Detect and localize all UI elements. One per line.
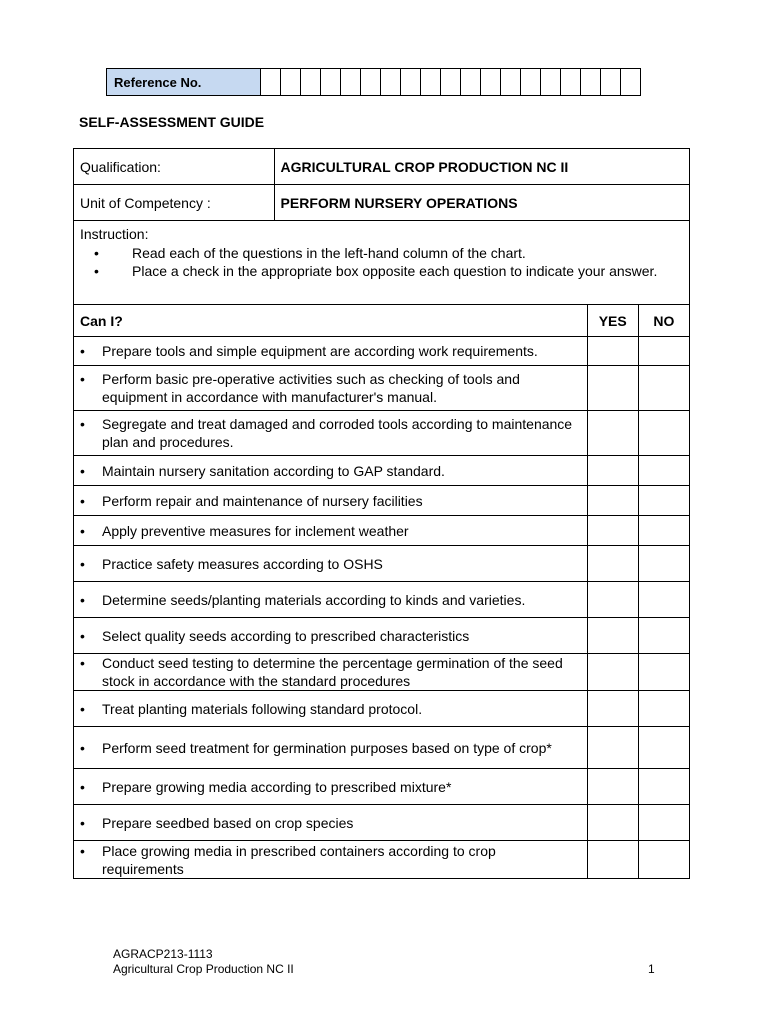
question-row	[74, 805, 690, 841]
instruction-list	[80, 244, 683, 280]
question-row	[74, 727, 690, 769]
bullet-icon: •	[80, 778, 85, 795]
yes-checkbox-cell[interactable]	[587, 582, 638, 618]
no-checkbox-cell[interactable]	[638, 456, 689, 486]
question-text: Maintain nursery sanitation according to GAP standard.	[102, 462, 445, 479]
bullet-icon: •	[80, 343, 85, 359]
reference-digit-box[interactable]	[521, 69, 541, 96]
instruction-cell	[74, 221, 690, 305]
question-row	[74, 654, 690, 691]
table-header-row	[74, 305, 690, 337]
question-row	[74, 411, 690, 456]
reference-digit-box[interactable]	[381, 69, 401, 96]
question-cell	[74, 841, 588, 879]
footer-course: Agricultural Crop Production NC II	[113, 962, 294, 976]
yes-checkbox-cell[interactable]	[587, 516, 638, 546]
bullet-icon: •	[80, 842, 85, 859]
question-row	[74, 841, 690, 879]
bullet-icon: •	[80, 522, 85, 539]
yes-checkbox-cell[interactable]	[587, 654, 638, 691]
reference-digit-box[interactable]	[261, 69, 281, 96]
reference-digit-box[interactable]	[621, 69, 641, 96]
reference-label: Reference No.	[107, 69, 261, 96]
qualification-row	[74, 149, 690, 185]
assessment-table	[73, 148, 690, 879]
yes-checkbox-cell[interactable]	[587, 337, 638, 366]
page-number: 1	[648, 962, 655, 976]
no-checkbox-cell[interactable]	[638, 841, 689, 879]
question-text: Prepare growing media according to prescribed mixture*	[102, 778, 452, 795]
no-checkbox-cell[interactable]	[638, 582, 689, 618]
no-checkbox-cell[interactable]	[638, 486, 689, 516]
reference-digit-box[interactable]	[481, 69, 501, 96]
footer-code: AGRACP213-1113	[113, 947, 213, 961]
question-row	[74, 582, 690, 618]
question-cell	[74, 691, 588, 727]
question-row	[74, 366, 690, 411]
bullet-icon: •	[80, 555, 85, 572]
question-cell	[74, 516, 588, 546]
bullet-icon: •	[80, 371, 85, 387]
bullet-icon: •	[80, 591, 85, 608]
question-cell	[74, 456, 588, 486]
qualification-value: AGRICULTURAL CROP PRODUCTION NC II	[274, 149, 689, 185]
question-cell	[74, 337, 588, 366]
can-i-header: Can I?	[74, 305, 588, 337]
no-checkbox-cell[interactable]	[638, 654, 689, 691]
yes-checkbox-cell[interactable]	[587, 727, 638, 769]
question-cell	[74, 618, 588, 654]
question-cell	[74, 411, 588, 456]
yes-checkbox-cell[interactable]	[587, 456, 638, 486]
reference-digit-box[interactable]	[541, 69, 561, 96]
reference-digit-box[interactable]	[301, 69, 321, 96]
no-checkbox-cell[interactable]	[638, 618, 689, 654]
question-text: Segregate and treat damaged and corroded tools according to maintenance plan and procedures.	[102, 416, 573, 450]
question-text: Place growing media in prescribed containers according to crop requirements	[102, 842, 496, 877]
reference-digit-box[interactable]	[501, 69, 521, 96]
page-title: SELF-ASSESSMENT GUIDE	[79, 114, 265, 130]
reference-digit-box[interactable]	[361, 69, 381, 96]
yes-checkbox-cell[interactable]	[587, 618, 638, 654]
yes-checkbox-cell[interactable]	[587, 486, 638, 516]
question-text: Practice safety measures according to OSHS	[102, 555, 383, 572]
question-text: Treat planting materials following standard protocol.	[102, 700, 423, 717]
no-checkbox-cell[interactable]	[638, 516, 689, 546]
reference-digit-box[interactable]	[401, 69, 421, 96]
question-cell	[74, 727, 588, 769]
bullet-icon: •	[94, 263, 99, 279]
instruction-item: • Read each of the questions in the left-hand column of the chart.	[80, 244, 683, 262]
question-cell	[74, 546, 588, 582]
question-cell	[74, 805, 588, 841]
bullet-icon: •	[80, 627, 85, 644]
yes-checkbox-cell[interactable]	[587, 805, 638, 841]
reference-digit-box[interactable]	[601, 69, 621, 96]
question-row	[74, 769, 690, 805]
footer	[113, 947, 294, 977]
no-checkbox-cell[interactable]	[638, 727, 689, 769]
question-row	[74, 516, 690, 546]
instruction-row	[74, 221, 690, 305]
question-text: Perform seed treatment for germination purposes based on type of crop*	[102, 739, 552, 756]
question-row	[74, 546, 690, 582]
reference-digit-box[interactable]	[461, 69, 481, 96]
no-checkbox-cell[interactable]	[638, 546, 689, 582]
question-row	[74, 691, 690, 727]
question-cell	[74, 582, 588, 618]
question-text: Prepare tools and simple equipment are according work requirements.	[102, 343, 538, 359]
question-cell	[74, 366, 588, 411]
question-text: Apply preventive measures for inclement weather	[102, 522, 409, 539]
bullet-icon: •	[94, 245, 99, 261]
reference-digit-box[interactable]	[281, 69, 301, 96]
yes-checkbox-cell[interactable]	[587, 691, 638, 727]
bullet-icon: •	[80, 492, 85, 509]
question-row	[74, 337, 690, 366]
question-row	[74, 486, 690, 516]
question-text: Perform basic pre-operative activities such as checking of tools and equipment in accordance with manufacturer's manual.	[102, 371, 520, 405]
no-checkbox-cell[interactable]	[638, 805, 689, 841]
question-row	[74, 618, 690, 654]
yes-checkbox-cell[interactable]	[587, 546, 638, 582]
yes-header: YES	[587, 305, 638, 337]
yes-checkbox-cell[interactable]	[587, 841, 638, 879]
qualification-label: Qualification:	[74, 149, 275, 185]
bullet-icon: •	[80, 416, 85, 432]
reference-number-table	[106, 68, 641, 96]
no-checkbox-cell[interactable]	[638, 691, 689, 727]
question-text: Conduct seed testing to determine the percentage germination of the seed stock in accordance with the standard procedures	[102, 655, 563, 689]
no-header: NO	[638, 305, 689, 337]
no-checkbox-cell[interactable]	[638, 337, 689, 366]
unit-label: Unit of Competency :	[74, 185, 275, 221]
reference-digit-box[interactable]	[561, 69, 581, 96]
bullet-icon: •	[80, 655, 85, 671]
question-cell	[74, 769, 588, 805]
question-text: Determine seeds/planting materials according to kinds and varieties.	[102, 591, 526, 608]
yes-checkbox-cell[interactable]	[587, 769, 638, 805]
instruction-item: • Place a check in the appropriate box opposite each question to indicate your answer.	[80, 262, 683, 280]
no-checkbox-cell[interactable]	[638, 769, 689, 805]
question-cell	[74, 486, 588, 516]
instruction-label: Instruction:	[80, 226, 149, 242]
yes-checkbox-cell[interactable]	[587, 366, 638, 411]
unit-value: PERFORM NURSERY OPERATIONS	[274, 185, 689, 221]
yes-checkbox-cell[interactable]	[587, 411, 638, 456]
reference-digit-box[interactable]	[441, 69, 461, 96]
question-text: Prepare seedbed based on crop species	[102, 814, 354, 831]
question-text: Select quality seeds according to prescribed characteristics	[102, 627, 470, 644]
question-cell	[74, 654, 588, 691]
reference-digit-box[interactable]	[421, 69, 441, 96]
bullet-icon: •	[80, 462, 85, 479]
unit-row	[74, 185, 690, 221]
no-checkbox-cell[interactable]	[638, 411, 689, 456]
reference-digit-box[interactable]	[581, 69, 601, 96]
question-row	[74, 456, 690, 486]
question-text: Perform repair and maintenance of nursery facilities	[102, 492, 423, 509]
bullet-icon: •	[80, 739, 85, 756]
bullet-icon: •	[80, 814, 85, 831]
bullet-icon: •	[80, 700, 85, 717]
no-checkbox-cell[interactable]	[638, 366, 689, 411]
reference-digit-box[interactable]	[341, 69, 361, 96]
reference-digit-box[interactable]	[321, 69, 341, 96]
